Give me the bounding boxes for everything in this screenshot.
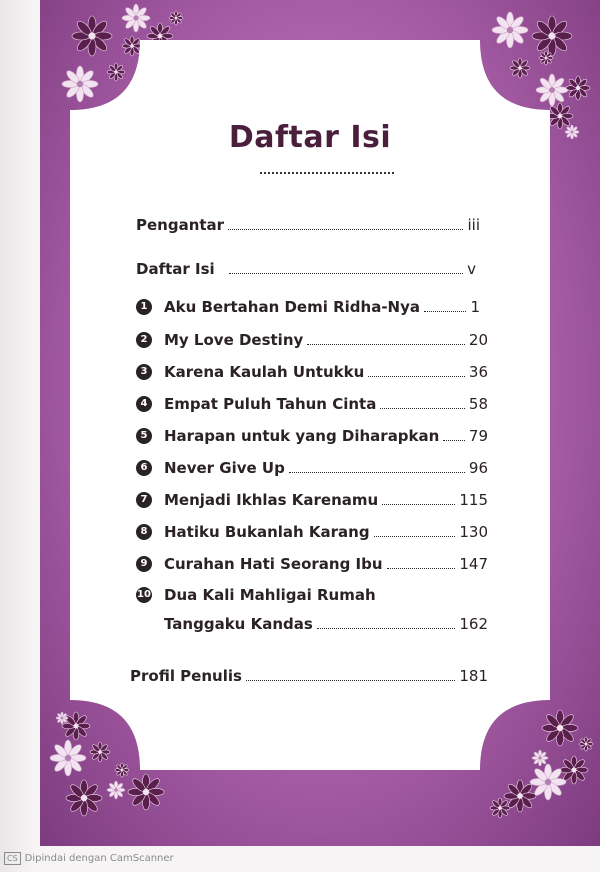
- toc-row-chapter-10[interactable]: [136, 586, 436, 604]
- toc-label: Hatiku Bukanlah Karang: [164, 523, 370, 541]
- toc-leader: [374, 536, 456, 537]
- toc-row-chapter-9[interactable]: [136, 555, 488, 573]
- chapter-number-badge: 9: [136, 556, 152, 572]
- scanner-watermark: [4, 852, 174, 865]
- toc-page: 147: [459, 555, 488, 573]
- toc-row-chapter-10-continued[interactable]: [164, 615, 488, 633]
- flower-icon: [488, 796, 512, 820]
- toc-label: Daftar Isi: [136, 260, 215, 278]
- toc-page: iii: [467, 216, 480, 234]
- toc-row-chapter-1[interactable]: [136, 298, 480, 316]
- toc-label: Empat Puluh Tahun Cinta: [164, 395, 377, 413]
- chapter-number-badge: 6: [136, 460, 152, 476]
- content-panel: [70, 40, 550, 770]
- toc-label-line2: Tanggaku Kandas: [164, 615, 313, 633]
- chapter-number-badge: 5: [136, 428, 152, 444]
- toc-leader: [289, 472, 465, 473]
- toc-row-chapter-2[interactable]: [136, 331, 488, 349]
- toc-page: 1: [470, 298, 480, 316]
- flower-icon: [564, 74, 592, 102]
- toc-label: Never Give Up: [164, 459, 285, 477]
- toc-label-line1: Dua Kali Mahligai Rumah: [164, 586, 376, 604]
- chapter-number-badge: 3: [136, 364, 152, 380]
- toc-leader: [387, 568, 456, 569]
- chapter-number-badge: 1: [136, 299, 152, 315]
- toc-leader: [307, 344, 465, 345]
- toc-label: Menjadi Ikhlas Karenamu: [164, 491, 379, 509]
- toc-row-chapter-7[interactable]: [136, 491, 488, 509]
- toc-row-chapter-5[interactable]: [136, 427, 488, 445]
- toc-row-chapter-6[interactable]: [136, 459, 488, 477]
- toc-leader: [228, 229, 463, 230]
- chapter-number-badge: 4: [136, 396, 152, 412]
- toc-row-chapter-3[interactable]: [136, 363, 488, 381]
- toc-label: Harapan untuk yang Diharapkan: [164, 427, 440, 445]
- toc-page: 162: [459, 615, 488, 633]
- toc-leader: [443, 440, 465, 441]
- chapter-number-badge: 2: [136, 332, 152, 348]
- flower-icon: [64, 778, 104, 818]
- toc-row-daftar-isi[interactable]: [136, 260, 476, 278]
- toc-leader: [317, 628, 456, 629]
- toc-leader: [382, 504, 455, 505]
- toc-page: 36: [468, 363, 488, 381]
- toc-page: 115: [459, 491, 488, 509]
- toc-leader: [246, 680, 455, 681]
- toc-page: 181: [459, 667, 488, 685]
- toc-label: Curahan Hati Seorang Ibu: [164, 555, 383, 573]
- camscanner-logo: CS: [4, 852, 21, 865]
- chapter-number-badge: 8: [136, 524, 152, 540]
- page-title: Daftar Isi: [228, 120, 392, 155]
- watermark-text: Dipindai dengan CamScanner: [24, 853, 174, 864]
- toc-row-pengantar[interactable]: [136, 216, 480, 234]
- toc-page: 79: [468, 427, 488, 445]
- toc-page: 130: [459, 523, 488, 541]
- chapter-number-badge: 10: [136, 587, 152, 603]
- toc-leader: [229, 273, 463, 274]
- toc-label: Aku Bertahan Demi Ridha-Nya: [164, 298, 421, 316]
- flower-icon: [577, 735, 595, 753]
- toc-page: 58: [468, 395, 488, 413]
- title-rule: [260, 172, 394, 174]
- toc-row-chapter-4[interactable]: [136, 395, 488, 413]
- chapter-number-badge: 7: [136, 492, 152, 508]
- flower-icon: [167, 9, 185, 27]
- toc-page: 20: [468, 331, 488, 349]
- flower-icon: [54, 710, 70, 726]
- toc-leader: [424, 311, 466, 312]
- flower-icon: [563, 123, 581, 141]
- toc-label: My Love Destiny: [164, 331, 304, 349]
- toc-label: Karena Kaulah Untukku: [164, 363, 365, 381]
- toc-row-profil-penulis[interactable]: [130, 667, 488, 685]
- toc-page: v: [467, 260, 476, 278]
- flower-icon: [105, 779, 127, 801]
- toc-row-chapter-8[interactable]: [136, 523, 488, 541]
- toc-page: 96: [468, 459, 488, 477]
- flower-icon: [126, 772, 166, 812]
- toc-label: Profil Penulis: [130, 667, 242, 685]
- toc-label: Pengantar: [136, 216, 225, 234]
- toc-leader: [380, 408, 465, 409]
- toc-leader: [368, 376, 465, 377]
